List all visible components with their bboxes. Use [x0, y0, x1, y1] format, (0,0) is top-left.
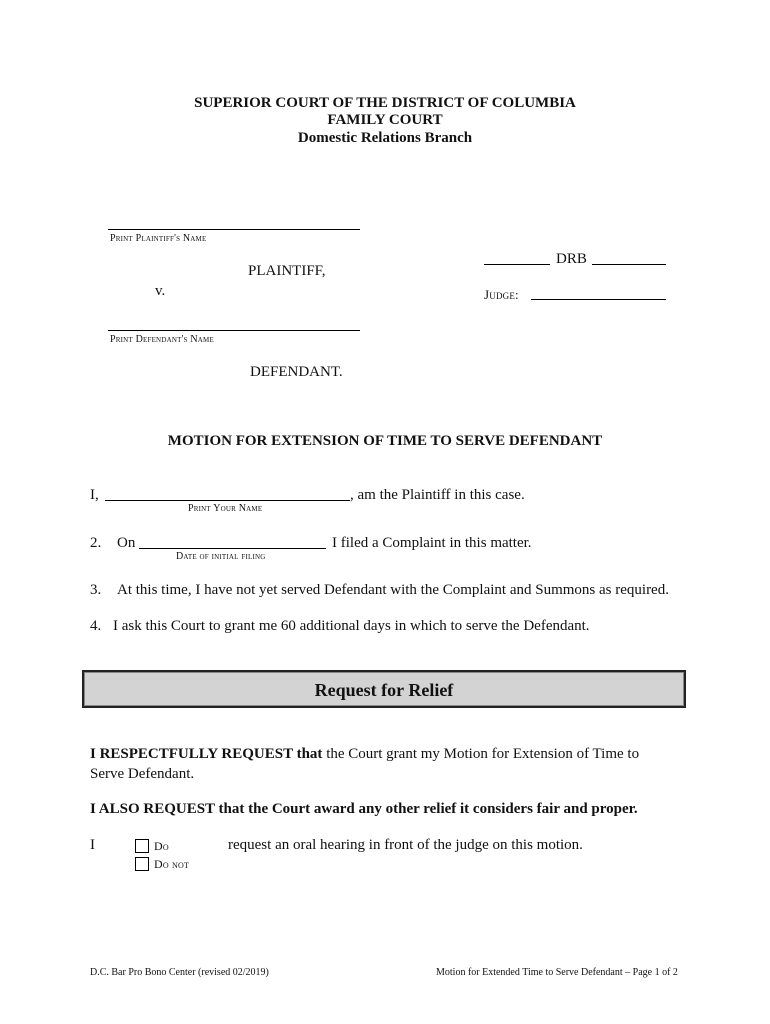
also-request: I ALSO REQUEST that the Court award any other relief it considers fair and proper.	[90, 801, 638, 817]
hearing-text: request an oral hearing in front of the judge on this motion.	[228, 837, 583, 853]
case-number-part2-line[interactable]	[592, 264, 666, 265]
footer-right: Motion for Extended Time to Serve Defendant – Page 1 of 2	[436, 967, 678, 978]
motion-title: MOTION FOR EXTENSION OF TIME TO SERVE DEFENDANT	[167, 433, 603, 449]
item4-text: I ask this Court to grant me 60 additional days in which to serve the Defendant.	[113, 618, 590, 634]
court-division: FAMILY COURT	[327, 112, 443, 128]
case-number-part1-line[interactable]	[484, 264, 550, 265]
footer-left: D.C. Bar Pro Bono Center (revised 02/2019)	[90, 967, 269, 978]
item4-number: 4.	[90, 618, 102, 634]
defendant-name-line[interactable]	[108, 330, 360, 331]
item3-text: At this time, I have not yet served Defendant with the Complaint and Summons as required.	[117, 582, 669, 598]
judge-label: Judge:	[484, 287, 519, 302]
your-name-line[interactable]	[105, 500, 350, 501]
defendant-name-label: Print Defendant's Name	[110, 334, 214, 345]
plaintiff-name-line[interactable]	[108, 229, 360, 230]
plaintiff-name-label: Print Plaintiff's Name	[110, 233, 207, 244]
item2-number: 2.	[90, 535, 102, 551]
do-not-label: Do not	[154, 857, 190, 871]
defendant-role: DEFENDANT.	[250, 364, 343, 380]
item2-suffix: I filed a Complaint in this matter.	[332, 535, 532, 551]
request-paragraph	[90, 746, 690, 763]
case-number-label: DRB	[556, 251, 587, 267]
court-name: SUPERIOR COURT OF THE DISTRICT OF COLUMBIA	[194, 95, 576, 111]
item3-number: 3.	[90, 582, 102, 598]
plaintiff-role: PLAINTIFF,	[248, 263, 326, 279]
item2-prefix: On	[117, 535, 136, 551]
do-checkbox[interactable]	[135, 839, 149, 853]
filing-date-label: Date of initial filing	[176, 551, 266, 562]
request-line2: Serve Defendant.	[90, 766, 195, 782]
judge-name-line[interactable]	[531, 299, 666, 300]
filing-date-line[interactable]	[139, 548, 326, 549]
relief-heading-box	[82, 670, 686, 708]
intro-suffix: , am the Plaintiff in this case.	[350, 487, 525, 503]
do-not-checkbox[interactable]	[135, 857, 149, 871]
request-bold: I RESPECTFULLY REQUEST that	[90, 746, 323, 762]
hearing-prefix: I	[90, 837, 95, 853]
relief-heading: Request for Relief	[314, 680, 454, 700]
court-branch: Domestic Relations Branch	[297, 130, 473, 146]
your-name-label: Print Your Name	[188, 503, 263, 514]
versus-label: v.	[155, 283, 166, 299]
intro-prefix: I,	[90, 487, 99, 503]
request-rest: the Court grant my Motion for Extension of Time to	[322, 746, 640, 762]
do-label: Do	[154, 839, 169, 853]
